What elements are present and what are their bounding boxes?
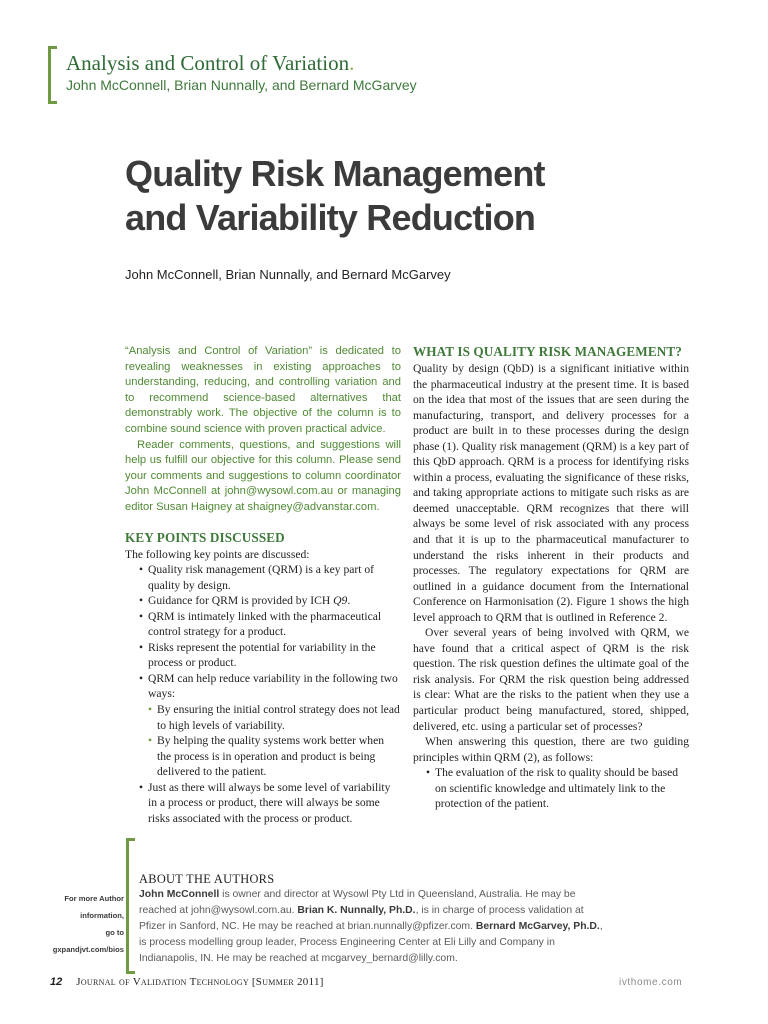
list-item: • QRM is intimately linked with the pharmaceutical control strategy for a product. xyxy=(139,609,401,640)
list-item-end: . xyxy=(347,594,351,608)
left-column xyxy=(125,344,401,826)
sub-list xyxy=(148,702,401,780)
note-line: information, xyxy=(80,911,124,920)
article-title-line-1: Quality Risk Management xyxy=(125,153,545,194)
list-item: • The evaluation of the risk to quality should be based on scientific knowledge and ultimately link to the protection of the patient. xyxy=(426,765,689,812)
about-bracket xyxy=(126,838,135,974)
intro-email-mcconnell: john@wysowl.com.au xyxy=(224,485,334,498)
author-bio: , is process modelling group leader, Process Engineering Center at Eli Lilly and Company in Indianapolis, IN. He may be reached at mcgarvey_bernard@lilly.com. xyxy=(139,921,603,964)
note-line: go to xyxy=(105,928,124,937)
footer-website: ivthome.com xyxy=(619,977,683,988)
author-name: Brian K. Nunnally, Ph.D. xyxy=(297,905,416,916)
about-authors-text xyxy=(139,887,609,967)
author-name: Bernard McGarvey, Ph.D. xyxy=(475,921,600,932)
ich-document-name: Q9 xyxy=(333,594,348,608)
author-bio: is owner and director at Wysowl Pty Ltd in Queensland, Australia. He may be reached at john@wysowl.com.au. xyxy=(139,889,576,916)
list-item xyxy=(139,671,401,780)
qrm-paragraph-1: Quality by design (QbD) is a significant initiative within the pharmaceutical industry at the present time. It is based on the idea that most of the issues that are seen during the manufacturing, transport, and delivery processes for a product are built in to these processes during the design phase (1). Quality risk management (QRM) is a key part of this QbD approach. QRM is a process for identifying risks within a process, evaluating the significance of these risks, and taking appropriate actions to mitigate such risks as are deemed unacceptable. QRM recognizes that there will always be some level of risk associated with any process and that it is up to the pharmaceutical manufacturer to understand the risks inherent in their products and processes. The regulatory expectations for QRM are outlined in a guidance document from the International Conference on Harmonisation (2). Figure 1 shows the high level approach to QRM that is outlined in Reference 2. xyxy=(413,362,689,624)
right-column xyxy=(413,344,689,812)
list-item xyxy=(139,593,401,609)
column-title-text: Analysis and Control of Variation xyxy=(66,51,350,75)
key-points-lead: The following key points are discussed: xyxy=(125,547,310,561)
column-title xyxy=(66,51,354,76)
sub-list-item: • By helping the quality systems work better when the process is in operation and product is being delivered to the patient. xyxy=(148,733,401,780)
author-bio: , is in charge of process validation at Pfizer in Sanford, NC. He may be reached at brian.nunnally@pfizer.com. xyxy=(139,905,584,932)
page-number: 12 xyxy=(50,976,63,988)
intro-p2-end: . xyxy=(376,500,380,513)
page-footer xyxy=(50,976,324,988)
article-byline: John McConnell, Brian Nunnally, and Bernard McGarvey xyxy=(125,267,451,282)
journal-issue: [Summer 2011] xyxy=(251,976,324,988)
intro-paragraph-2 xyxy=(125,438,401,516)
article-title xyxy=(125,152,685,240)
author-name: John McConnell xyxy=(139,889,220,900)
intro-paragraph-1: “Analysis and Control of Variation” is dedicated to revealing weaknesses in existing approaches to understanding, reducing, and controlling variation and to recommend science-based alternatives that demonstrably work. The objective of the column is to combine sound science with proven practical advice. xyxy=(125,345,401,435)
list-item-text: QRM can help reduce variability in the following two ways: xyxy=(148,671,398,701)
intro-email-haigney: shaigney@advanstar.com xyxy=(247,500,377,513)
sub-list-item: • By ensuring the initial control strategy does not lead to high levels of variability. xyxy=(148,702,401,733)
list-item: • Just as there will always be some level of variability in a process or product, there will always be some risks associated with the process or product. xyxy=(139,780,401,827)
key-points-list xyxy=(125,562,401,826)
author-info-note xyxy=(34,890,124,958)
column-header-bracket xyxy=(48,46,57,104)
column-title-dot: . xyxy=(349,51,355,75)
list-item: • Quality risk management (QRM) is a key part of quality by design. xyxy=(139,562,401,593)
author-bios-link[interactable]: gxpandjvt.com/bios xyxy=(52,945,124,954)
journal-name: Journal of Validation Technology xyxy=(76,976,250,988)
note-line: For more Author xyxy=(64,894,124,903)
qrm-paragraph-3: When answering this question, there are two guiding principles within QRM (2), as follows: xyxy=(413,735,689,764)
about-authors-heading: ABOUT THE AUTHORS xyxy=(139,872,275,886)
qrm-paragraph-2: Over several years of being involved with QRM, we have found that a critical aspect of QRM is the risk question. The risk question defines the ultimate goal of the risk analysis. For QRM the risk question being addressed is clear: What are the risks to the patient when they use a particular product being manufactured, stored, shipped, delivered, etc. using a particular set of processes? xyxy=(413,626,689,733)
article-title-line-2: and Variability Reduction xyxy=(125,197,536,238)
guiding-principles-list xyxy=(413,765,689,812)
list-item-text: Guidance for QRM is provided by ICH xyxy=(148,594,334,608)
intro-p2-text: Reader comments, questions, and suggestions will help us fulfill our objective for this column. Please send your comments and suggestions to column coordinator John McConnell at xyxy=(125,438,401,498)
intro-p2-middle: or managing editor Susan Haigney at xyxy=(125,485,401,513)
qrm-heading: WHAT IS QUALITY RISK MANAGEMENT? xyxy=(413,344,682,359)
key-points-heading: KEY POINTS DISCUSSED xyxy=(125,529,285,545)
list-item: • Risks represent the potential for variability in the process or product. xyxy=(139,640,401,671)
column-authors: John McConnell, Brian Nunnally, and Bernard McGarvey xyxy=(66,77,417,93)
